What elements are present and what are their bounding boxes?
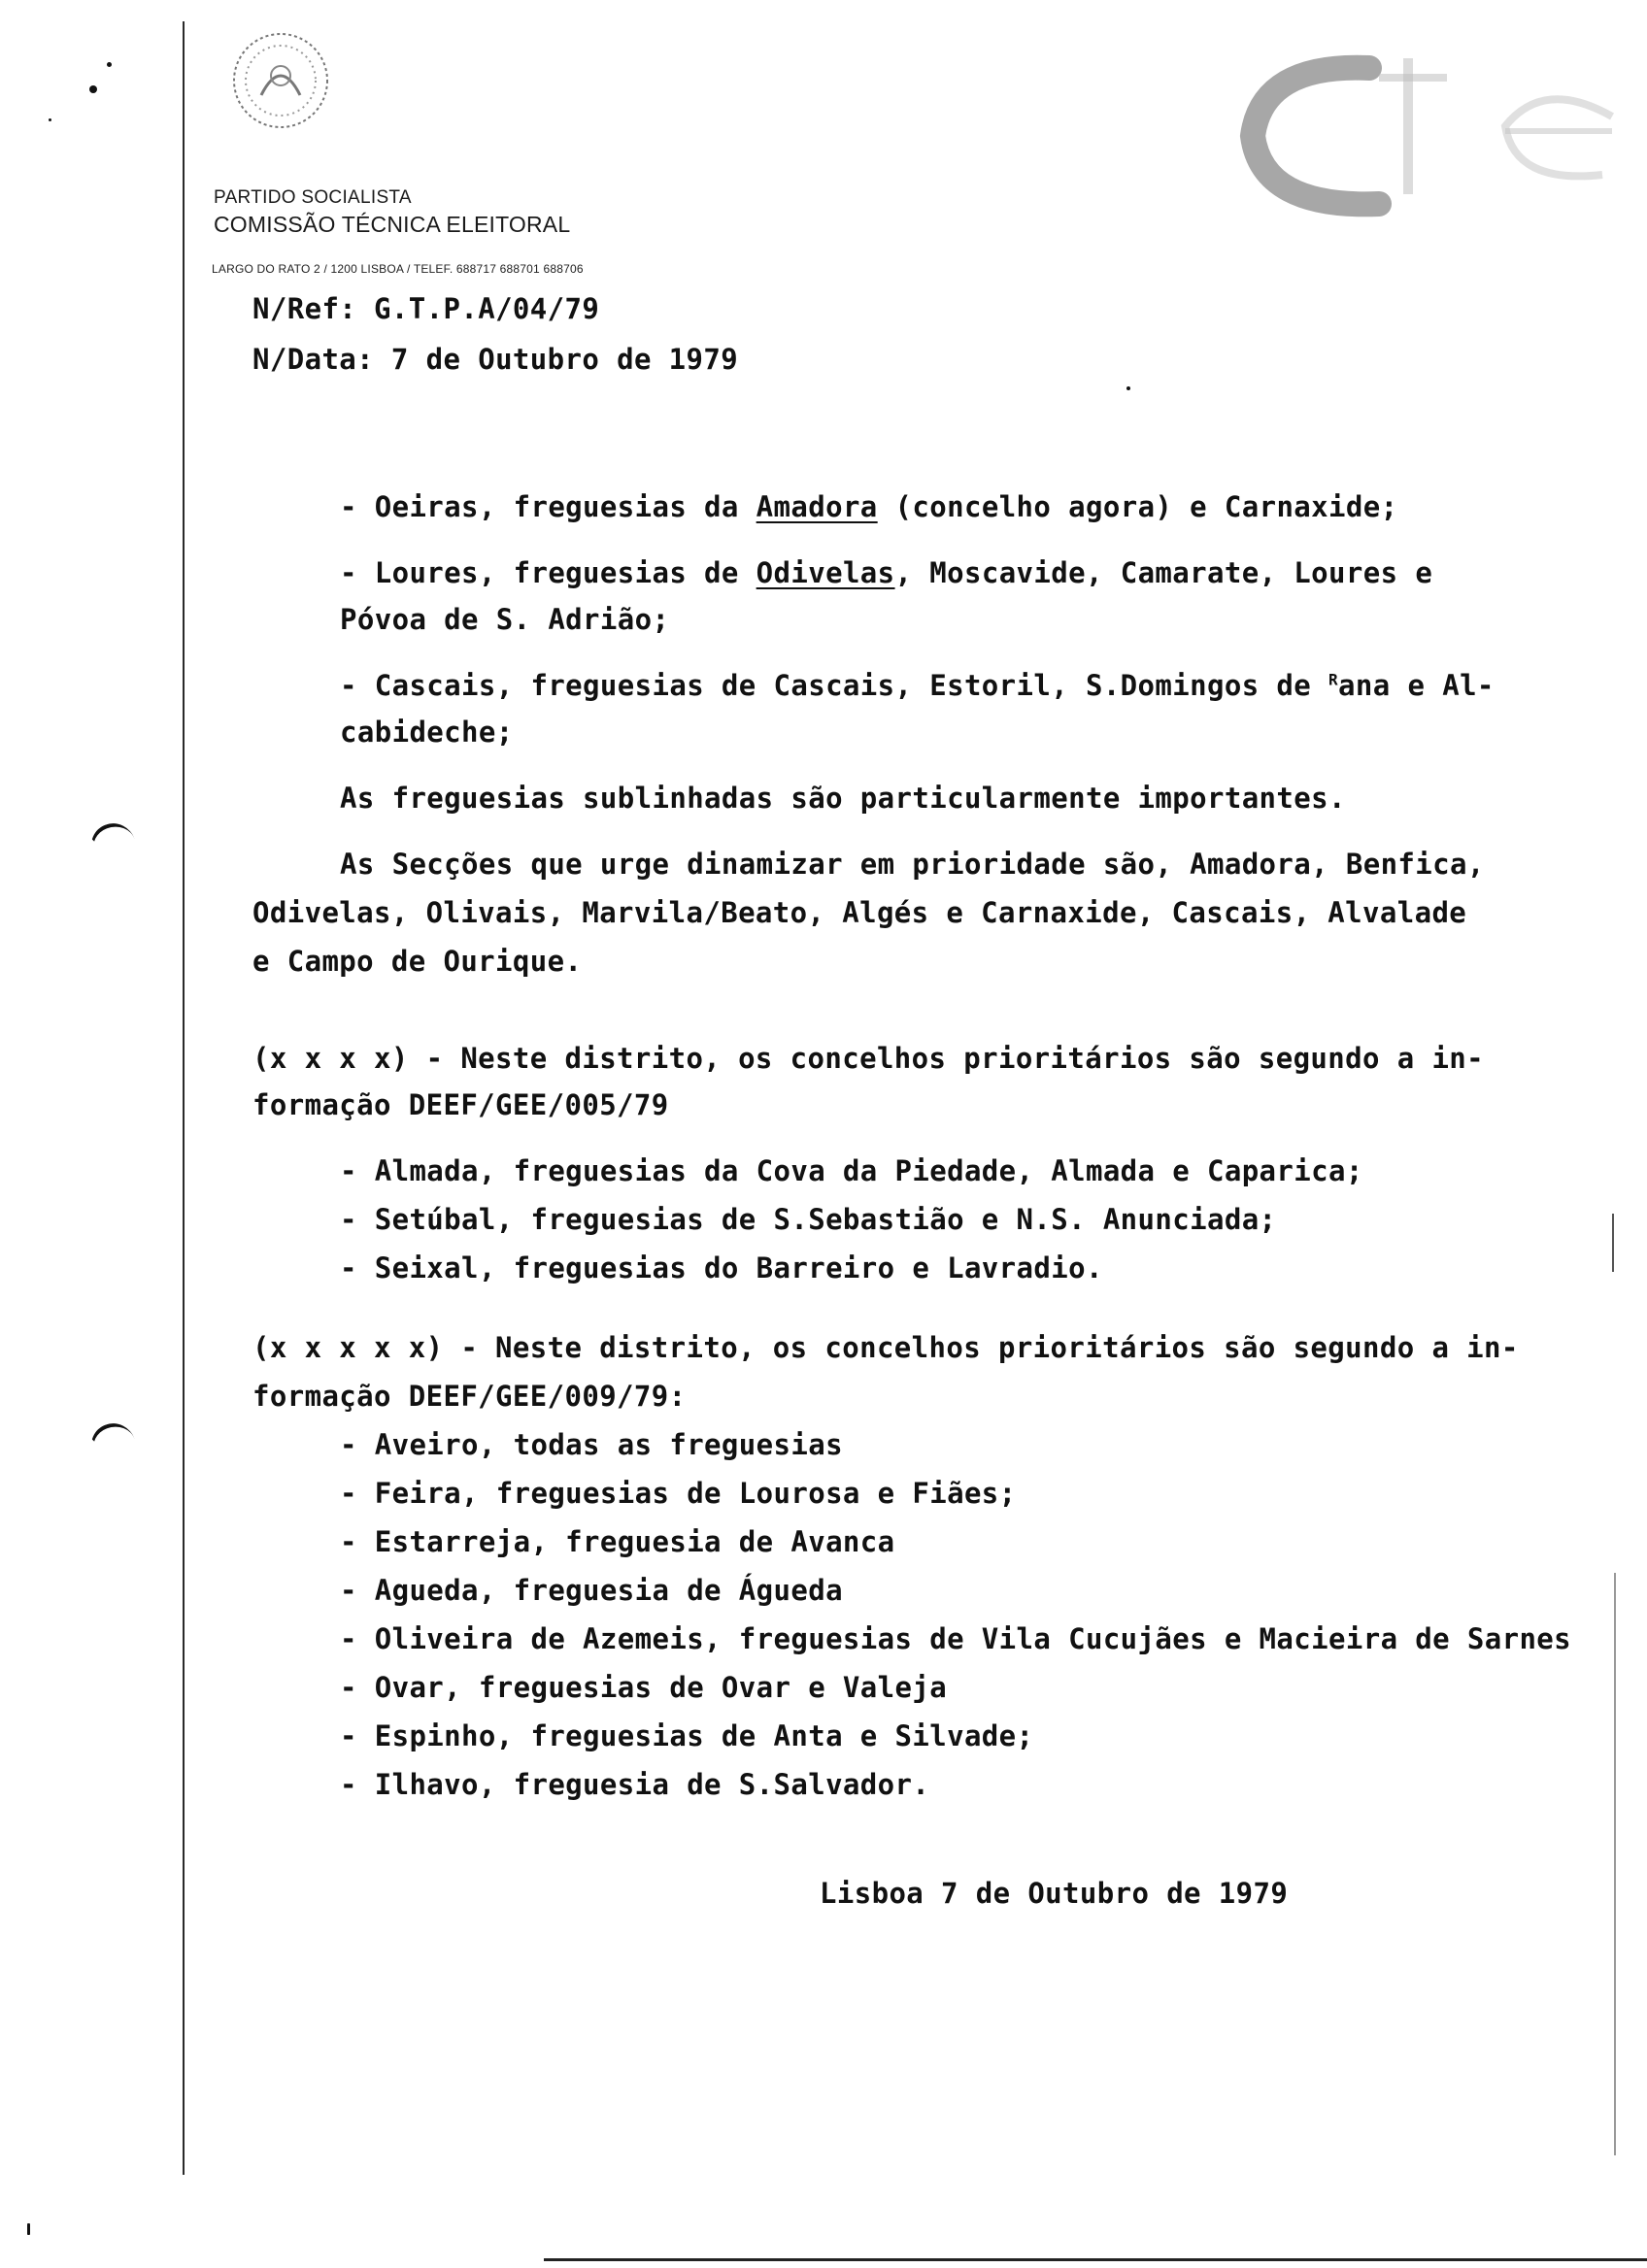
ref-value: G.T.P.A/04/79 <box>374 292 600 325</box>
list-item: - Ovar, freguesias de Ovar e Valeja <box>340 1671 948 1704</box>
margin-line <box>183 21 185 2175</box>
section-intro: formação DEEF/GEE/005/79 <box>252 1088 669 1121</box>
section-intro: formação DEEF/GEE/009/79: <box>252 1380 687 1413</box>
list-item <box>340 556 1433 589</box>
section-intro: (x x x x) - Neste distrito, os concelhos prioritários são segundo a in- <box>252 1042 1485 1075</box>
ref-label: N/Ref: <box>252 292 357 325</box>
punch-hole <box>84 817 143 877</box>
date-line <box>252 343 739 376</box>
item-superscript: R <box>1328 670 1339 689</box>
list-item: - Setúbal, freguesias de S.Sebastião e N.S. Anunciada; <box>340 1203 1277 1236</box>
underlined-freguesia: Amadora <box>756 490 878 523</box>
list-item <box>340 490 1398 523</box>
list-item: - Oliveira de Azemeis, freguesias de Vila Cucujães e Macieira de Sarnes <box>340 1622 1572 1655</box>
org-name: PARTIDO SOCIALISTA <box>214 187 412 208</box>
speck <box>49 118 51 121</box>
ref-line <box>252 292 600 325</box>
scan-mark <box>1614 1573 1616 2155</box>
section-intro: (x x x x x) - Neste distrito, os concelhos prioritários são segundo a in- <box>252 1331 1519 1364</box>
seccoes-paragraph: Odivelas, Olivais, Marvila/Beato, Algés e Carnaxide, Cascais, Alvalade <box>252 896 1467 929</box>
speck <box>89 85 97 93</box>
punch-hole <box>84 1418 143 1477</box>
item-text: - Loures, freguesias de <box>340 556 756 589</box>
list-item: - Seixal, freguesias do Barreiro e Lavradio. <box>340 1251 1103 1284</box>
list-item: - Feira, freguesias de Lourosa e Fiães; <box>340 1477 1017 1510</box>
ps-seal-icon <box>227 27 334 134</box>
list-item: - Espinho, freguesias de Anta e Silvade; <box>340 1719 1034 1752</box>
list-item <box>340 669 1495 702</box>
list-item-continuation: Póvoa de S. Adrião; <box>340 603 670 636</box>
speck <box>107 62 112 67</box>
speck <box>27 2223 30 2235</box>
logo-text: cte <box>1224 39 1226 40</box>
item-text: (concelho agora) e Carnaxide; <box>877 490 1398 523</box>
date-label: N/Data: <box>252 343 375 376</box>
list-item: - Almada, freguesias da Cova da Piedade, Almada e Caparica; <box>340 1154 1363 1187</box>
underlined-note: As freguesias sublinhadas são particularmente importantes. <box>340 782 1346 815</box>
item-text: - Cascais, freguesias de Cascais, Estoril, S.Domingos de <box>340 669 1328 702</box>
speck <box>1126 386 1130 390</box>
item-text: ana e Al- <box>1338 669 1495 702</box>
list-item: - Ilhavo, freguesia de S.Salvador. <box>340 1768 930 1801</box>
item-text: - Oeiras, freguesias da <box>340 490 756 523</box>
list-item: - Estarreja, freguesia de Avanca <box>340 1525 895 1558</box>
seccoes-paragraph: As Secções que urge dinamizar em prioridade são, Amadora, Benfica, <box>340 848 1485 881</box>
list-item: - Aveiro, todas as freguesias <box>340 1428 843 1461</box>
list-item-continuation: cabideche; <box>340 716 514 749</box>
underlined-freguesia: Odivelas <box>756 556 895 589</box>
org-department: COMISSÃO TÉCNICA ELEITORAL <box>214 212 571 237</box>
list-item: - Agueda, freguesia de Águeda <box>340 1574 843 1607</box>
date-value: 7 de Outubro de 1979 <box>390 343 739 376</box>
closing-place-date: Lisboa 7 de Outubro de 1979 <box>820 1877 1289 1910</box>
seccoes-paragraph: e Campo de Ourique. <box>252 945 583 978</box>
scan-mark <box>1612 1214 1614 1272</box>
org-address: LARGO DO RATO 2 / 1200 LISBOA / TELEF. 688717 688701 688706 <box>212 262 584 276</box>
cte-logo-icon <box>1224 39 1631 223</box>
bottom-rule <box>544 2258 1647 2261</box>
item-text: , Moscavide, Camarate, Loures e <box>894 556 1433 589</box>
